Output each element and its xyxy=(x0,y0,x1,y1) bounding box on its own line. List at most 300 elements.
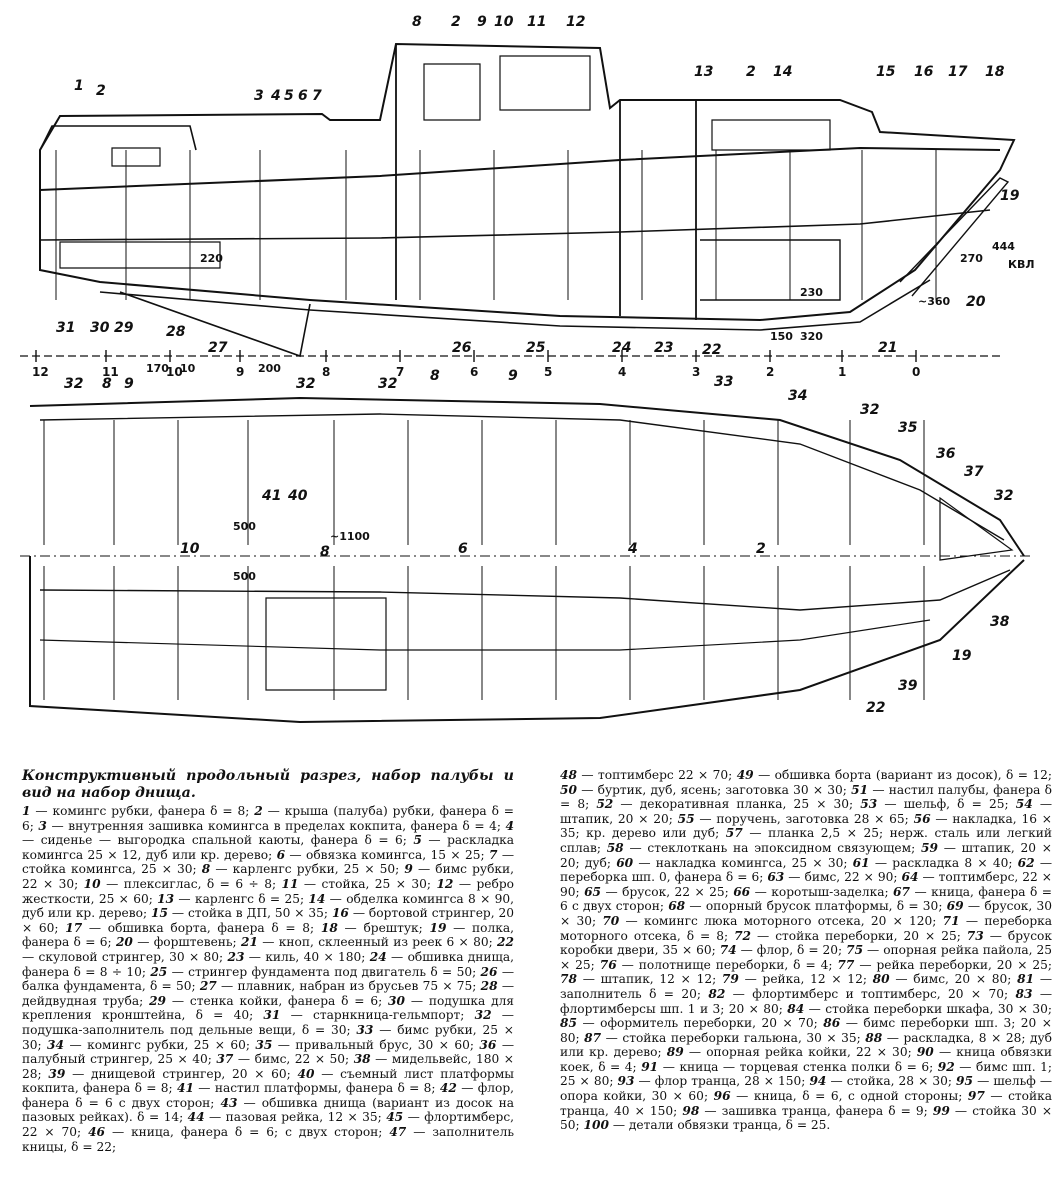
legend-item-separator: — xyxy=(750,884,772,899)
legend-item-separator: — xyxy=(233,1052,255,1067)
plan-callout-label: 9 xyxy=(124,376,134,392)
legend-item xyxy=(720,943,846,957)
callout-label: 4 xyxy=(271,88,281,104)
callout-label: 25 xyxy=(526,340,546,356)
legend-item-separator: — xyxy=(193,1081,215,1096)
legend-item-number: 68 xyxy=(668,899,686,914)
legend-item xyxy=(596,797,860,811)
legend-item-separator: — xyxy=(576,1016,601,1031)
caption-title: Конструктивный продольный разрез, набор палубы и вид на набор днища. xyxy=(22,768,514,801)
legend-item-number: 24 xyxy=(369,949,387,964)
legend-item-text: стойка комингса, 25 × 30; xyxy=(22,862,202,877)
legend-item-text: поручень, заготовка 28 × 65; xyxy=(716,811,914,826)
legend-item-separator: — xyxy=(280,1008,313,1023)
legend-item-number: 14 xyxy=(308,891,326,906)
legend-item-number: 52 xyxy=(596,797,614,812)
legend-item xyxy=(584,885,733,899)
legend-item-number: 30 xyxy=(388,993,405,1008)
legend-item-number: 42 xyxy=(439,1081,457,1096)
legend-item-separator: — xyxy=(204,1110,226,1125)
legend-item-number: 97 xyxy=(967,1089,985,1104)
legend-item-text: кница обвязки коек, δ = 4; xyxy=(560,1045,1052,1074)
legend-item-text: шельф — опора койки, 30 × 60; xyxy=(560,1074,1052,1104)
plan-callout-label: 34 xyxy=(788,388,808,404)
profile-callouts xyxy=(56,14,1020,358)
legend-item xyxy=(600,958,838,972)
chine-stringer-line xyxy=(40,210,990,240)
legend-column-left xyxy=(22,768,514,1154)
legend-item-text: стойка, 25 × 30; xyxy=(321,876,437,891)
legend-item-separator: — xyxy=(22,833,41,848)
legend-item-separator: — xyxy=(959,913,985,928)
legend-item-number: 55 xyxy=(677,811,695,826)
legend-item-text: стойка 30 × 50; xyxy=(560,1103,1052,1133)
legend-item-text: переборка моторного отсека, δ = 8; xyxy=(560,913,1052,943)
bow-breasthook xyxy=(940,498,1012,560)
legend-item xyxy=(200,979,481,993)
legend-item-text: бимс, 22 × 90; xyxy=(804,870,902,885)
legend-item-number: 84 xyxy=(787,1001,805,1016)
legend-item-number: 94 xyxy=(809,1074,827,1089)
dimension-label: 320 xyxy=(800,330,823,343)
legend-item-number: 15 xyxy=(150,906,168,921)
callout-label: 24 xyxy=(612,340,632,356)
callout-label: 14 xyxy=(773,64,793,80)
legend-item xyxy=(88,1125,389,1139)
legend-item-separator: — xyxy=(973,1074,994,1089)
legend-item-text: обшивка днища, фанера δ = 8 ÷ 10; xyxy=(22,949,515,979)
legend-item-separator: — xyxy=(132,935,154,950)
legend-item xyxy=(22,804,254,818)
legend-item-number: 89 xyxy=(666,1045,684,1060)
dimension-label: 500 xyxy=(233,570,256,583)
legend-item-separator: — xyxy=(784,870,805,885)
plan-callout-label: 40 xyxy=(288,488,308,504)
station-number: 5 xyxy=(544,365,553,379)
callout-label: 12 xyxy=(566,14,586,30)
station-number: 0 xyxy=(912,365,921,379)
legend-item-separator: — xyxy=(497,979,515,994)
legend-item-text: бортовой стрингер, 20 × 60; xyxy=(22,906,515,935)
legend-item-text: заполнитель δ = 20; xyxy=(560,986,709,1001)
legend-item-number: 23 xyxy=(227,949,245,964)
plan-callout-label: 35 xyxy=(898,420,918,436)
plan-views xyxy=(20,398,1030,722)
legend-item-number: 16 xyxy=(331,906,349,921)
legend-item-separator: — xyxy=(937,840,962,855)
callout-label: 19 xyxy=(1000,188,1020,204)
station-number: 11 xyxy=(102,365,119,379)
legend-item-separator: — xyxy=(406,1125,433,1140)
legend-item-text: киль, 40 × 180; xyxy=(265,949,370,964)
legend-item-text: полотнище переборки, δ = 4; xyxy=(638,957,838,972)
legend-item-separator: — xyxy=(742,826,769,841)
legend-item-separator: — xyxy=(683,1045,707,1060)
legend-item-number: 1 xyxy=(22,804,31,818)
legend-item-text: комингс рубки, 25 × 60; xyxy=(87,1037,256,1052)
legend-item-number: 78 xyxy=(560,972,577,987)
legend-item xyxy=(116,935,241,949)
legend-item-number: 18 xyxy=(320,920,338,935)
legend-item-text: переборка шп. 0, фанера δ = 6; xyxy=(560,870,768,885)
plan-callout-label: 19 xyxy=(952,648,972,664)
legend-item-separator: — xyxy=(298,876,322,891)
callout-label: 23 xyxy=(654,340,674,356)
plan-callout-label: 32 xyxy=(296,376,316,392)
legend-caption xyxy=(22,768,1052,1178)
legend-item-number: 31 xyxy=(263,1008,281,1023)
legend-item-text: флор транца, 28 × 150; xyxy=(654,1074,810,1089)
legend-item-text: флортимберсы шп. 1 и 3; 20 × 80; xyxy=(560,1001,788,1016)
legend-item-number: 10 xyxy=(83,876,101,891)
legend-item-separator: — xyxy=(237,1095,262,1110)
callout-label: 18 xyxy=(985,64,1005,80)
legend-item-separator: — xyxy=(633,855,656,870)
legend-item-text: днищевой стрингер, 20 × 60; xyxy=(91,1066,298,1081)
plan-callout-label: 22 xyxy=(866,700,886,716)
legend-items-right xyxy=(560,768,1052,1133)
station-number: 7 xyxy=(396,365,405,379)
callout-label: 2 xyxy=(451,14,461,30)
legend-item-separator: — xyxy=(497,964,515,979)
legend-item xyxy=(602,914,942,928)
legend-item-separator: — xyxy=(634,1074,655,1089)
legend-item-text: старнкница-гельмпорт; xyxy=(313,1008,475,1023)
legend-item-number: 79 xyxy=(721,972,739,987)
legend-item-text: настил палубы, фанера δ = 8; xyxy=(560,782,1052,812)
station-number: 12 xyxy=(32,365,49,379)
legend-item-text: зашивка транца, фанера δ = 9; xyxy=(721,1103,933,1118)
legend-item-text: комингс рубки, фанера δ = 8; xyxy=(52,804,255,818)
legend-item-text: брусок коробки двери, 35 × 60; xyxy=(560,928,1052,958)
legend-item-separator: — xyxy=(174,891,195,906)
legend-item-number: 53 xyxy=(860,797,878,812)
legend-item-text: раскладка комингса 25 × 12, дуб или кр. дерево; xyxy=(22,833,514,862)
legend-item xyxy=(151,906,332,920)
legend-item-separator: — xyxy=(82,920,108,935)
legend-item-number: 37 xyxy=(216,1052,234,1067)
legend-item-number: 40 xyxy=(297,1066,315,1081)
legend-item xyxy=(282,877,437,891)
legend-item-separator: — xyxy=(984,1089,1009,1104)
legend-item-separator: — xyxy=(314,1066,341,1081)
callout-label: 2 xyxy=(746,64,756,80)
callout-label: 6 xyxy=(298,88,308,104)
legend-item xyxy=(263,1008,474,1022)
station-number: 4 xyxy=(618,365,627,379)
plan-callout-label: 36 xyxy=(936,446,956,462)
legend-item-number: 51 xyxy=(851,782,869,797)
legend-item-separator: — xyxy=(918,870,939,885)
plan-callout-label: 2 xyxy=(756,541,766,557)
callout-label: 16 xyxy=(914,64,934,80)
legend-item-separator: — xyxy=(65,1066,91,1081)
legend-item-separator: — xyxy=(348,906,369,921)
legend-item-text: раскладка 8 × 40; xyxy=(892,855,1018,870)
legend-item-text: подушка для крепления кронштейна, δ = 40; xyxy=(22,993,514,1023)
plan-callout-label: 8 xyxy=(102,376,112,392)
legend-item-number: 20 xyxy=(115,935,133,950)
legend-item-number: 39 xyxy=(48,1066,66,1081)
legend-item-separator: — xyxy=(751,928,776,943)
cabin-window-2 xyxy=(424,64,480,120)
plan-callout-label: 32 xyxy=(64,376,84,392)
callout-label: 17 xyxy=(948,64,968,80)
legend-item xyxy=(202,862,405,876)
legend-item-number: 88 xyxy=(865,1030,883,1045)
legend-item-separator: — xyxy=(658,1059,680,1074)
legend-item-text: раскладка, 8 × 28; дуб или кр. дерево; xyxy=(560,1030,1052,1060)
legend-item-text: стойка переборки, 20 × 25; xyxy=(775,928,967,943)
legend-item xyxy=(560,768,737,782)
dimension-label: 170 xyxy=(146,362,169,375)
legend-item-separator: — xyxy=(105,1125,132,1140)
legend-item-separator: — xyxy=(216,979,238,994)
legend-item-number: 8 xyxy=(201,862,211,877)
legend-item-number: 59 xyxy=(920,840,938,855)
legend-item-number: 62 xyxy=(1017,855,1035,870)
legend-item-text: флортимберс и топтимберс, 20 × 70; xyxy=(752,986,1016,1001)
legend-item xyxy=(38,819,505,833)
legend-item-text: топтимберс, 22 × 90; xyxy=(560,870,1052,899)
legend-item-number: 21 xyxy=(240,935,258,950)
legend-item-number: 35 xyxy=(255,1037,273,1052)
legend-item-number: 65 xyxy=(584,884,602,899)
legend-item-separator: — xyxy=(889,972,914,987)
legend-item-number: 96 xyxy=(713,1089,731,1104)
legend-item-text: плексиглас, δ = 6 ÷ 8; xyxy=(123,876,282,891)
legend-item-text: стойка транца, 40 × 150; xyxy=(560,1089,1052,1118)
legend-item xyxy=(584,1118,831,1132)
legend-item-number: 29 xyxy=(149,993,167,1008)
legend-item-text: бимс рубки, 22 × 30; xyxy=(22,862,515,891)
legend-item-number: 41 xyxy=(177,1081,194,1096)
legend-item-separator: — xyxy=(930,811,953,826)
legend-item-number: 85 xyxy=(560,1016,577,1031)
callout-label: 7 xyxy=(312,88,322,104)
legend-item-text: брештук; xyxy=(363,920,430,935)
legend-item xyxy=(618,1074,810,1088)
legend-item-text: обшивка днища (вариант из досок на пазовых рейках). δ = 14; xyxy=(22,1095,515,1125)
legend-item-number: 75 xyxy=(846,943,864,958)
legend-item xyxy=(787,1002,1052,1016)
legend-item-separator: — xyxy=(954,1059,976,1074)
legend-item-separator: — xyxy=(386,949,408,964)
legend-item-number: 43 xyxy=(220,1095,238,1110)
legend-item-text: бимс, 20 × 80; xyxy=(913,972,1018,987)
plan-callout-label: 38 xyxy=(990,614,1010,630)
legend-item xyxy=(560,972,722,986)
callout-label: 21 xyxy=(878,340,898,356)
callout-label: 5 xyxy=(284,88,294,104)
callout-label: 31 xyxy=(56,320,76,336)
legend-item-number: 2 xyxy=(254,804,263,818)
legend-item-number: 66 xyxy=(733,884,751,899)
legend-item-number: 99 xyxy=(932,1103,950,1118)
legend-item-text: плавник, набран из брусьев 75 × 75; xyxy=(237,979,481,994)
legend-item-text: заполнитель кницы, δ = 22; xyxy=(22,1125,515,1154)
legend-item-text: полка, фанера δ = 6; xyxy=(22,920,514,950)
legend-item-number: 69 xyxy=(946,899,964,914)
dimension-label: 500 xyxy=(233,520,256,533)
legend-item-separator: — xyxy=(738,972,763,987)
legend-item-number: 46 xyxy=(88,1125,106,1140)
legend-item-text: настил платформы, фанера δ = 8; xyxy=(214,1081,440,1096)
plan-callout-label: 32 xyxy=(378,376,398,392)
legend-item-separator: — xyxy=(1032,986,1052,1001)
legend-item-text: стенка койки, фанера δ = 6; xyxy=(189,993,389,1008)
legend-item-text: топтимберс 22 × 70; xyxy=(597,768,737,782)
callout-label: 8 xyxy=(412,14,422,30)
callout-label: 27 xyxy=(208,340,228,356)
callout-label: 15 xyxy=(876,64,896,80)
legend-item-number: 36 xyxy=(479,1037,497,1052)
legend-item-separator: — xyxy=(877,797,904,812)
legend-item-text: бимс рубки, 25 × 30; xyxy=(22,1022,514,1052)
dimension-label: 150 xyxy=(770,330,793,343)
legend-item-number: 34 xyxy=(47,1037,65,1052)
legend-item-text: стрингер фундамента под двигатель δ = 50; xyxy=(188,964,481,979)
legend-item-text: форштевень; xyxy=(153,935,241,950)
legend-item xyxy=(157,892,308,906)
legend-item xyxy=(560,1016,823,1030)
legend-item xyxy=(837,958,1052,972)
callout-label: 2 xyxy=(96,83,106,99)
legend-item xyxy=(607,841,921,855)
legend-item-separator: — xyxy=(869,855,893,870)
dimension-label: 10 xyxy=(180,362,196,375)
legend-item-text: стойка переборки шкафа, 30 × 30; xyxy=(825,1001,1052,1016)
legend-item xyxy=(734,929,967,943)
legend-item xyxy=(668,899,946,913)
legend-item-text: бимс, 22 × 50; xyxy=(254,1052,354,1067)
legend-item-text: пазовая рейка, 12 × 35; xyxy=(225,1110,387,1125)
cabin-window-4 xyxy=(712,120,830,150)
callout-label: 29 xyxy=(114,320,134,336)
legend-item-number: 45 xyxy=(386,1110,404,1125)
legend-item-text: скуловой стрингер, 30 × 80; xyxy=(38,949,228,964)
legend-item-separator: — xyxy=(882,1030,904,1045)
hull-profile-outline xyxy=(40,44,1014,320)
legend-item-number: 4 xyxy=(505,818,515,833)
legend-item-number: 7 xyxy=(488,847,498,862)
legend-item-number: 74 xyxy=(719,943,737,958)
legend-item-text: обшивка борта (вариант из досок), δ = 12; xyxy=(774,768,1052,782)
dimension-label: ~1100 xyxy=(330,530,370,543)
legend-items-left xyxy=(22,804,514,1154)
legend-item-number: 5 xyxy=(413,833,422,848)
legend-item-number: 60 xyxy=(616,855,634,870)
callout-label: 9 xyxy=(477,14,487,30)
legend-item-separator: — xyxy=(613,797,640,812)
legend-item-text: дейдвудная труба; xyxy=(22,993,150,1008)
legend-item-text: буртик, дуб, ясень; заготовка 30 × 30; xyxy=(597,782,852,797)
legend-item-number: 33 xyxy=(356,1022,374,1037)
legend-item xyxy=(714,1089,968,1103)
gunwale-line xyxy=(40,148,1000,190)
legend-item-number: 77 xyxy=(837,957,855,972)
legend-item-separator: — xyxy=(370,1052,392,1067)
legend-item-text: оформитель переборки, 20 × 70; xyxy=(600,1016,824,1031)
legend-item-number: 56 xyxy=(913,811,931,826)
legend-item-separator: — xyxy=(166,993,190,1008)
callout-label: 26 xyxy=(452,340,472,356)
profile-section xyxy=(40,44,1014,356)
legend-item-text: обделка комингса 8 × 90, дуб или кр. дерево; xyxy=(22,891,515,921)
legend-item-separator: — xyxy=(167,964,189,979)
station-number: 2 xyxy=(766,365,775,379)
legend-item xyxy=(48,1067,297,1081)
legend-item-text: сиденье — выгородка спальной каюты, фанера δ = 6; xyxy=(40,833,414,848)
dimension-label: 444 xyxy=(992,240,1015,253)
station-number: 9 xyxy=(236,365,245,379)
bottom-chine-line xyxy=(40,570,1010,610)
legend-item-separator: — xyxy=(730,1089,754,1104)
cockpit-platform xyxy=(266,598,386,690)
legend-item-number: 47 xyxy=(389,1125,407,1140)
legend-item-number: 38 xyxy=(353,1052,371,1067)
legend-item-separator: — xyxy=(576,782,598,797)
frame-ticks xyxy=(56,150,936,300)
legend-item-number: 100 xyxy=(583,1118,609,1133)
legend-item-number: 3 xyxy=(38,818,47,833)
legend-item xyxy=(737,768,1052,782)
legend-item-number: 98 xyxy=(682,1103,700,1118)
legend-item-separator: — xyxy=(1034,855,1052,870)
legend-item-separator: — xyxy=(736,943,757,958)
legend-item xyxy=(853,856,1018,870)
legend-item xyxy=(860,797,1015,811)
legend-item-number: 54 xyxy=(1015,797,1033,812)
legend-item xyxy=(216,1052,353,1066)
legend-item-text: кница — торцевая стенка полки δ = 6; xyxy=(679,1059,938,1074)
callout-label: 20 xyxy=(966,294,986,310)
legend-item xyxy=(227,950,369,964)
legend-item-text: накладка комингса, 25 × 30; xyxy=(655,855,853,870)
legend-item-separator: — xyxy=(753,768,775,782)
legend-item-text: опорная рейка койки, 22 × 30; xyxy=(706,1045,917,1060)
dimension-labels xyxy=(146,240,1035,583)
legend-item-text: опорный брусок платформы, δ = 30; xyxy=(705,899,947,914)
legend-item-separator: — xyxy=(46,818,69,833)
legend-item-number: 26 xyxy=(480,964,498,979)
legend-item-number: 92 xyxy=(937,1059,955,1074)
legend-item-separator: — xyxy=(403,1110,425,1125)
legend-item-number: 12 xyxy=(436,876,454,891)
legend-item-separator: — xyxy=(456,1081,478,1096)
dimension-label: ~360 xyxy=(918,295,951,308)
legend-item-separator: — xyxy=(285,847,306,862)
callout-label: 30 xyxy=(90,320,110,336)
legend-item-separator: — xyxy=(262,804,285,818)
legend-item-separator: — xyxy=(1034,972,1052,987)
legend-item-separator: — xyxy=(863,943,884,958)
station-number: 8 xyxy=(322,365,331,379)
plan-callout-label: 39 xyxy=(898,678,918,694)
station-number: 10 xyxy=(166,365,183,379)
legend-item-number: 49 xyxy=(736,768,754,782)
legend-item-text: стеклоткань на эпоксидном связующем; xyxy=(647,840,921,855)
legend-item-separator: — xyxy=(405,993,429,1008)
legend-item-number: 50 xyxy=(560,782,577,797)
legend-item xyxy=(809,1074,956,1088)
legend-item-text: стойка в ДП, 50 × 35; xyxy=(187,906,332,921)
legend-item-number: 32 xyxy=(474,1008,492,1023)
legend-item-text: рейка переборки, 20 × 25; xyxy=(876,957,1052,972)
legend-item-separator: — xyxy=(725,986,753,1001)
legend-item-text: обшивка борта, фанера δ = 8; xyxy=(107,920,321,935)
legend-item-text: опорная рейка пайола, 25 × 25; xyxy=(560,943,1052,972)
